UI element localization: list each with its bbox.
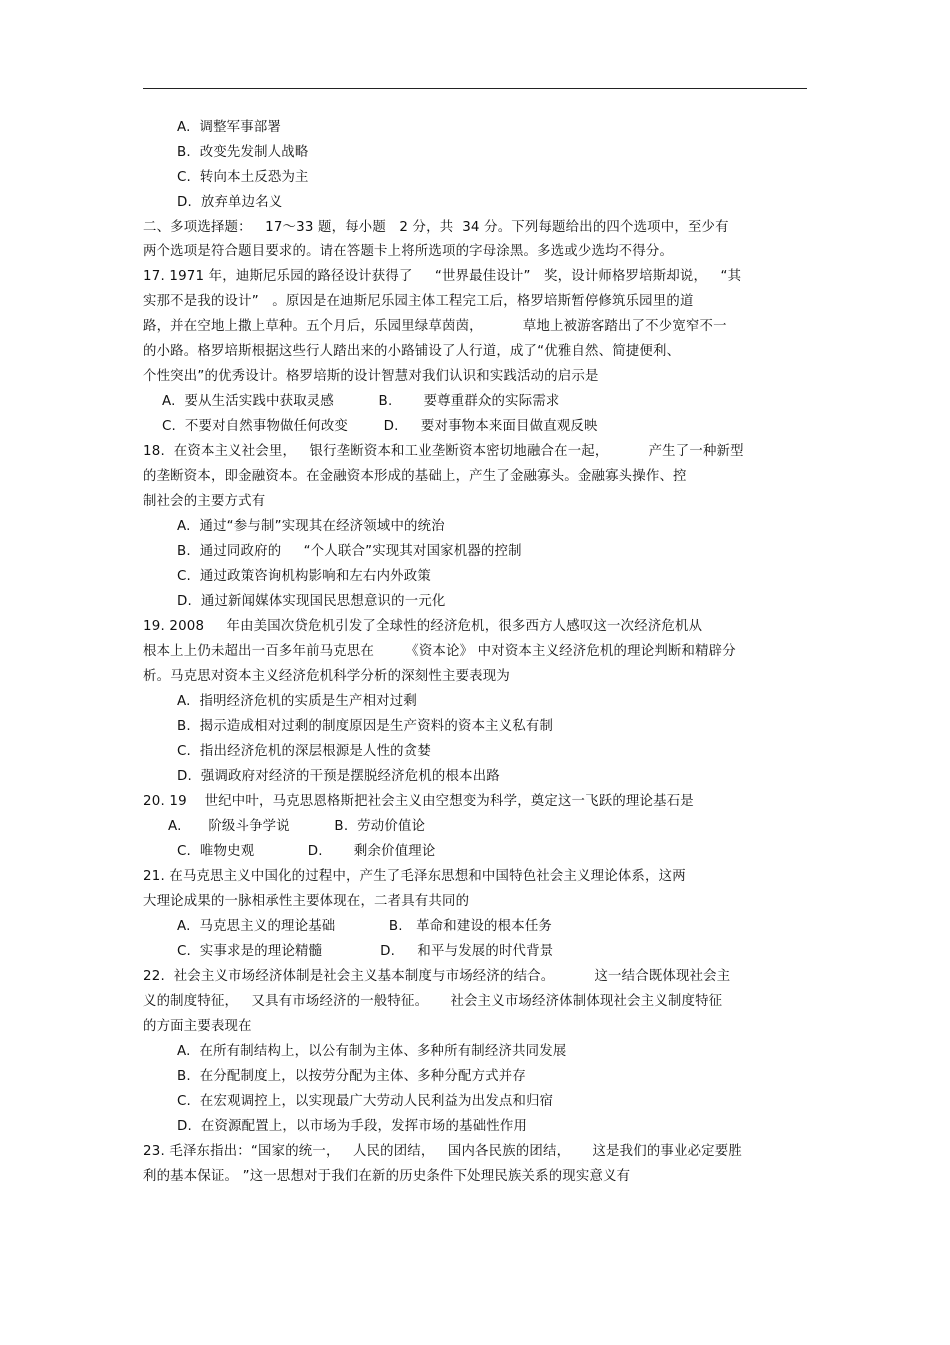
header-rule xyxy=(143,88,807,89)
q16-option-a: A. 调整军事部署 xyxy=(177,120,282,135)
q20-options-cd: C. 唯物史观 D. 剩余价值理论 xyxy=(177,844,436,859)
q21-options-cd: C. 实事求是的理论精髓 D. 和平与发展的时代背景 xyxy=(177,944,554,959)
q22-option-b: B. 在分配制度上，以按劳分配为主体、多种分配方式并存 xyxy=(177,1069,526,1084)
q20-stem: 20. 19 世纪中叶，马克思恩格斯把社会主义由空想变为科学，奠定这一飞跃的理论基石是 xyxy=(143,794,694,809)
q18-option-c: C. 通过政策咨询机构影响和左右内外政策 xyxy=(177,569,431,584)
section-heading: 二、多项选择题： 17～33 题，每小题 2 分，共 34 分。下列每题给出的四个选项中，至少有 xyxy=(143,220,729,235)
q22-stem: 的方面主要表现在 xyxy=(143,1019,252,1034)
q16-option-c: C. 转向本土反恐为主 xyxy=(177,170,309,185)
q18-stem: 制社会的主要方式有 xyxy=(143,494,266,509)
q17-options-cd: C. 不要对自然事物做任何改变 D. 要对事物本来面目做直观反映 xyxy=(162,419,598,434)
q22-option-c: C. 在宏观调控上，以实现最广大劳动人民利益为出发点和归宿 xyxy=(177,1094,554,1109)
q19-stem: 19. 2008 年由美国次贷危机引发了全球性的经济危机，很多西方人感叹这一次经济危机从 xyxy=(143,619,703,634)
q21-options-ab: A. 马克思主义的理论基础 B. 革命和建设的根本任务 xyxy=(177,919,552,934)
q18-option-a: A. 通过“参与制”实现其在经济领域中的统治 xyxy=(177,519,445,534)
q20-options-ab: A. 阶级斗争学说 B. 劳动价值论 xyxy=(168,819,426,834)
q18-stem: 18. 在资本主义社会里， 银行垄断资本和工业垄断资本密切地融合在一起， 产生了一种新型 xyxy=(143,444,744,459)
q17-options-ab: A. 要从生活实践中获取灵感 B. 要尊重群众的实际需求 xyxy=(162,394,560,409)
q21-stem: 大理论成果的一脉相承性主要体现在，二者具有共同的 xyxy=(143,894,470,909)
q19-option-b: B. 揭示造成相对过剩的制度原因是生产资料的资本主义私有制 xyxy=(177,719,554,734)
q19-option-d: D. 强调政府对经济的干预是摆脱经济危机的根本出路 xyxy=(177,769,500,784)
q19-option-a: A. 指明经济危机的实质是生产相对过剩 xyxy=(177,694,417,709)
q18-option-b: B. 通过同政府的 “个人联合”实现其对国家机器的控制 xyxy=(177,544,522,559)
q16-option-b: B. 改变先发制人战略 xyxy=(177,145,309,160)
q18-stem: 的垄断资本，即金融资本。在金融资本形成的基础上，产生了金融寡头。金融寡头操作、控 xyxy=(143,469,687,484)
q17-stem: 17. 1971 年，迪斯尼乐园的路径设计获得了 “世界最佳设计” 奖，设计师格罗培斯却说， “其 xyxy=(143,269,742,284)
q17-stem: 的小路。格罗培斯根据这些行人踏出来的小路铺设了人行道，成了“优雅自然、简捷便利、 xyxy=(143,344,681,359)
q19-stem: 析。马克思对资本主义经济危机科学分析的深刻性主要表现为 xyxy=(143,669,510,684)
q22-option-d: D. 在资源配置上，以市场为手段，发挥市场的基础性作用 xyxy=(177,1119,528,1134)
q17-stem: 路，并在空地上撒上草种。五个月后，乐园里绿草茵茵， 草地上被游客踏出了不少宽窄不一 xyxy=(143,319,727,334)
q19-option-c: C. 指出经济危机的深层根源是人性的贪婪 xyxy=(177,744,431,759)
q16-option-d: D. 放弃单边名义 xyxy=(177,195,283,210)
q17-stem: 个性突出”的优秀设计。格罗培斯的设计智慧对我们认识和实践活动的启示是 xyxy=(143,369,599,384)
q17-stem: 实那不是我的设计” 。原因是在迪斯尼乐园主体工程完工后，格罗培斯暂停修筑乐园里的道 xyxy=(143,294,694,309)
q18-option-d: D. 通过新闻媒体实现国民思想意识的一元化 xyxy=(177,594,446,609)
q21-stem: 21. 在马克思主义中国化的过程中，产生了毛泽东思想和中国特色社会主义理论体系，这两 xyxy=(143,869,686,884)
q23-stem: 23. 毛泽东指出：“国家的统一， 人民的团结， 国内各民族的团结， 这是我们的事业必定要胜 xyxy=(143,1144,742,1159)
q23-stem: 利的基本保证。 ”这一思想对于我们在新的历史条件下处理民族关系的现实意义有 xyxy=(143,1169,631,1184)
q22-stem: 义的制度特征， 又具有市场经济的一般特征。 社会主义市场经济体制体现社会主义制度特征 xyxy=(143,994,723,1009)
q22-stem: 22. 社会主义市场经济体制是社会主义基本制度与市场经济的结合。 这一结合既体现社会主 xyxy=(143,969,731,984)
q22-option-a: A. 在所有制结构上，以公有制为主体、多种所有制经济共同发展 xyxy=(177,1044,567,1059)
q19-stem: 根本上上仍未超出一百多年前马克思在 《资本论》 中对资本主义经济危机的理论判断和精辟分 xyxy=(143,644,736,659)
section-instructions: 两个选项是符合题目要求的。请在答题卡上将所选项的字母涂黑。多选或少选均不得分。 xyxy=(143,244,674,259)
